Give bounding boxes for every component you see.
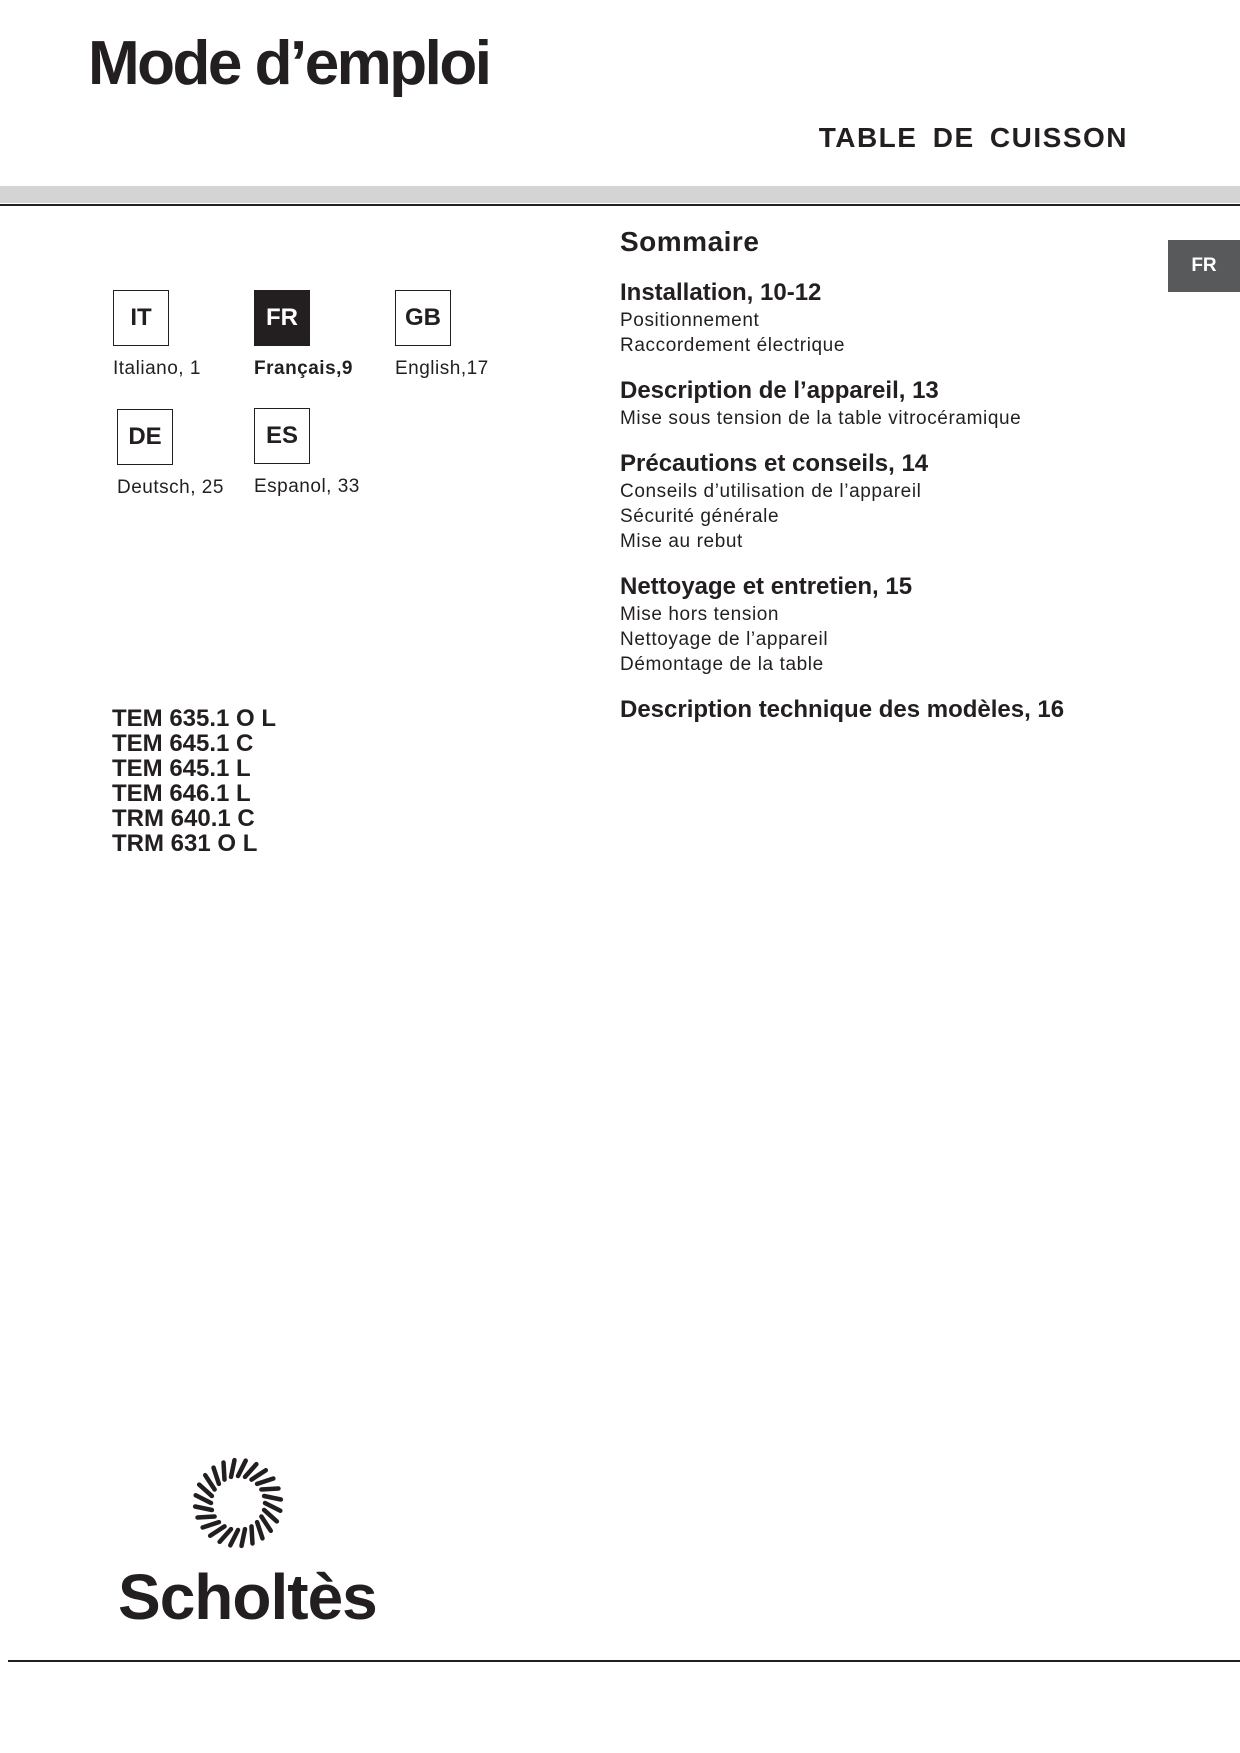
- model-name: TRM 640.1 C: [112, 805, 255, 832]
- toc-section: [620, 449, 1160, 554]
- sun-burst-logo-icon: [190, 1455, 286, 1551]
- language-it[interactable]: [113, 290, 273, 380]
- sun-ray: [238, 1461, 246, 1476]
- brand-logo: [118, 1455, 377, 1633]
- toc-item[interactable]: Conseils d’utilisation de l’appareil: [620, 481, 922, 502]
- sun-ray: [196, 1495, 211, 1503]
- language-code: ES: [254, 408, 310, 464]
- toc-section: [620, 278, 1160, 358]
- page-title: Mode d’emploi: [88, 29, 490, 98]
- sun-ray: [195, 1507, 212, 1510]
- product-category: TABLE DE CUISSON: [818, 122, 1128, 153]
- model-list: [112, 706, 276, 856]
- language-gb[interactable]: [395, 290, 555, 380]
- language-fr[interactable]: [254, 290, 414, 380]
- model-name: TEM 646.1 L: [112, 780, 251, 807]
- model-name: TRM 631 O L: [112, 830, 258, 857]
- sun-ray: [224, 1463, 225, 1480]
- sun-ray: [261, 1517, 270, 1531]
- model-name: TEM 645.1 L: [112, 755, 251, 782]
- toc-heading[interactable]: Nettoyage et entretien, 15: [620, 573, 913, 600]
- toc-item[interactable]: Positionnement: [620, 310, 760, 331]
- toc-item[interactable]: Démontage de la table: [620, 654, 824, 675]
- sun-ray: [252, 1470, 266, 1479]
- sun-ray: [264, 1496, 281, 1499]
- sun-ray: [252, 1526, 253, 1543]
- toc-title: Sommaire: [620, 226, 760, 257]
- toc-item[interactable]: Mise sous tension de la table vitrocéramique: [620, 408, 1022, 429]
- toc-item[interactable]: Nettoyage de l’appareil: [620, 629, 829, 650]
- toc-heading[interactable]: Précautions et conseils, 14: [620, 450, 929, 477]
- sun-ray: [257, 1522, 262, 1538]
- toc-heading[interactable]: Description de l’appareil, 13: [620, 377, 939, 404]
- sun-ray: [230, 1530, 238, 1545]
- language-code: DE: [117, 409, 173, 465]
- header-band: [0, 186, 1240, 203]
- language-label: English,17: [395, 358, 489, 379]
- model-name: TEM 645.1 C: [112, 730, 254, 757]
- toc-heading[interactable]: Installation, 10-12: [620, 279, 822, 306]
- toc-heading[interactable]: Description technique des modèles, 16: [620, 696, 1065, 723]
- language-code: GB: [395, 290, 451, 346]
- sun-ray: [198, 1517, 215, 1518]
- toc-item[interactable]: Sécurité générale: [620, 506, 780, 527]
- sun-ray: [242, 1529, 245, 1546]
- language-label: Italiano, 1: [113, 358, 201, 379]
- toc-section: [620, 376, 1160, 431]
- header-rule: [0, 204, 1240, 206]
- sun-ray: [214, 1468, 219, 1484]
- language-code: IT: [113, 290, 169, 346]
- sun-ray: [210, 1526, 224, 1535]
- brand-name: Scholtès: [118, 1561, 377, 1633]
- language-tab: FR: [1168, 240, 1240, 292]
- sun-ray: [257, 1479, 273, 1484]
- language-code: FR: [254, 290, 310, 346]
- sun-ray: [261, 1489, 278, 1490]
- sun-ray: [231, 1460, 234, 1477]
- language-label: Français,9: [254, 358, 353, 379]
- toc-item[interactable]: Mise au rebut: [620, 531, 743, 552]
- sun-ray: [265, 1503, 280, 1511]
- table-of-contents: [620, 226, 1160, 743]
- sun-ray: [205, 1475, 214, 1489]
- model-name: TEM 635.1 O L: [112, 705, 277, 732]
- toc-item[interactable]: Mise hors tension: [620, 604, 780, 625]
- toc-section: [620, 572, 1160, 677]
- toc-item[interactable]: Raccordement électrique: [620, 335, 846, 356]
- language-label: Espanol, 33: [254, 476, 360, 497]
- footer-rule: [8, 1660, 1240, 1662]
- language-label: Deutsch, 25: [117, 477, 224, 498]
- language-es[interactable]: [254, 408, 414, 498]
- toc-section: [620, 695, 1160, 725]
- language-de[interactable]: [117, 409, 277, 499]
- sun-ray: [203, 1522, 219, 1527]
